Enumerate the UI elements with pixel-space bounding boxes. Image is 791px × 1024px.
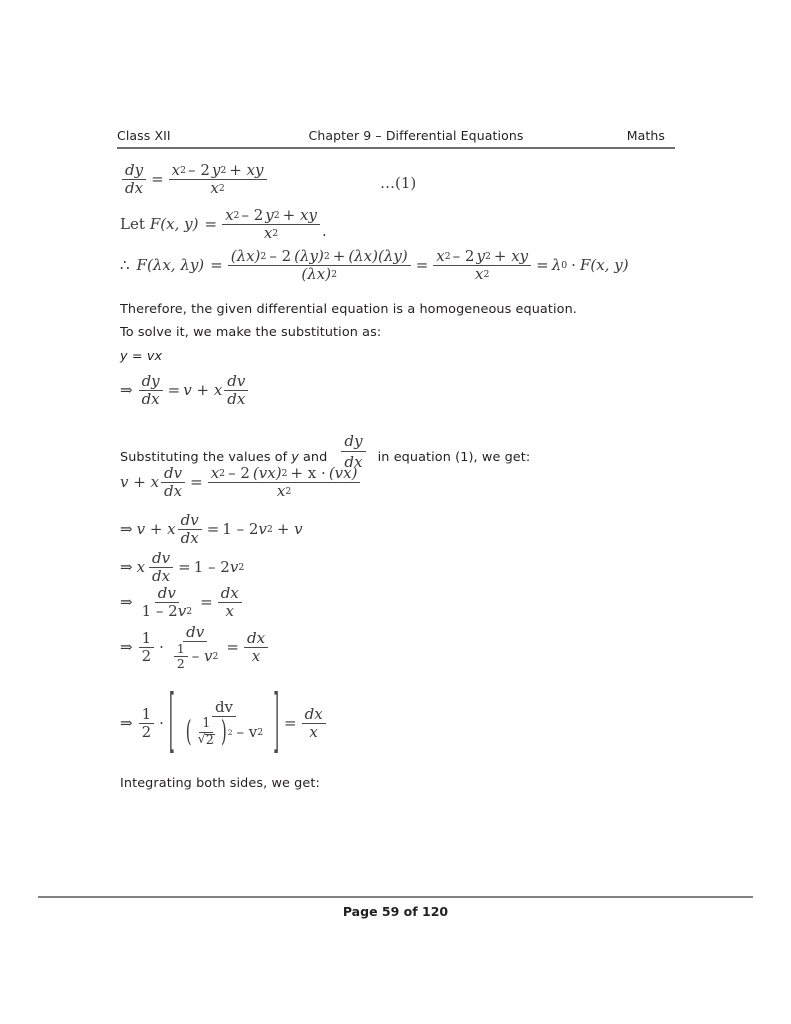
therefore-den2-x: x bbox=[475, 265, 484, 283]
paren-left-icon: ( bbox=[185, 714, 192, 749]
implies-arrow-3: ⇒ bbox=[120, 558, 133, 576]
step4-equals: = bbox=[200, 593, 213, 611]
substitution-statement: y = vx bbox=[120, 349, 163, 364]
step2-dx: dx bbox=[180, 529, 199, 547]
dvdx-numerator: dv bbox=[224, 374, 248, 391]
step4-rhs-dx: dx bbox=[218, 586, 242, 603]
footer-divider bbox=[38, 896, 753, 898]
let-keyword: Let bbox=[120, 215, 145, 233]
step3-dx: dx bbox=[152, 567, 171, 585]
therefore-num2-plus-xy: + xy bbox=[493, 247, 529, 265]
step3-lhs-x: x bbox=[136, 558, 146, 576]
implies-arrow-5: ⇒ bbox=[120, 638, 133, 657]
header-class-label: Class XII bbox=[117, 128, 171, 143]
step2-lhs-terms: v + x bbox=[136, 520, 176, 538]
step5-dot: · bbox=[159, 638, 164, 657]
step1-num-vx: (vx) bbox=[252, 464, 282, 482]
step5-inner-half-numerator: 1 bbox=[174, 643, 188, 657]
step2-equals: = bbox=[206, 520, 220, 538]
let-num-minus2: – 2 bbox=[241, 206, 264, 224]
let-equals: = bbox=[204, 215, 218, 233]
eq1-lhs-denominator: dx bbox=[125, 179, 144, 197]
step1-lhs-terms: v + x bbox=[120, 473, 160, 491]
step5-inner-half-denominator: 2 bbox=[176, 657, 185, 672]
bracket-left-icon: [ bbox=[168, 680, 175, 763]
step5-den-minus-v: – v bbox=[191, 647, 213, 666]
step6-equals: = bbox=[284, 714, 297, 733]
equation-step-3: ⇒ x $\frac{dv}{dx}$ = 1 – 2 v 2 bbox=[120, 549, 245, 585]
step4-den-v: v bbox=[177, 602, 187, 620]
step3-rhs-a: 1 – 2 bbox=[193, 558, 230, 576]
therefore-func2-args: (x, y) bbox=[590, 256, 629, 274]
header-divider bbox=[117, 147, 675, 149]
therefore-num2-x: x bbox=[436, 247, 445, 265]
step3-equals: = bbox=[178, 558, 191, 576]
homogeneity-check-equation: ∴ F (λx, λy) = (λx) 2 – 2 (λy) 2 + (λx)(λy) (λx) 2 = x 2 – 2 y 2 + xy x 2 = λ 0 · F (x, y) bbox=[120, 247, 629, 283]
therefore-lambda: λ bbox=[551, 256, 562, 274]
step6-radicand: 2 bbox=[205, 732, 214, 748]
paragraph-homogeneous-conclusion: Therefore, the given differential equation is a homogeneous equation. bbox=[120, 302, 577, 317]
step1-num-vx2: (vx) bbox=[328, 464, 358, 482]
paragraph-substitution-intro: To solve it, we make the substitution as: bbox=[120, 325, 382, 340]
dvdx-denominator: dx bbox=[227, 390, 246, 408]
step2-rhs-v: v bbox=[258, 520, 267, 538]
step2-rhs-b: + v bbox=[276, 520, 303, 538]
header-chapter-title: Chapter 9 – Differential Equations bbox=[308, 128, 524, 143]
step6-rhs-dx: dx bbox=[302, 707, 326, 724]
step1-lhs-dx: dx bbox=[164, 482, 183, 500]
step1-num-plus-x: + x · bbox=[290, 464, 326, 482]
therefore-equals-1: = bbox=[210, 256, 223, 274]
substituting-text-before: Substituting the values of bbox=[120, 450, 288, 465]
equation-dydx-expansion bbox=[120, 374, 250, 407]
implies-arrow-1: ⇒ bbox=[120, 381, 133, 399]
inline-dydx-numerator: dy bbox=[341, 432, 365, 452]
substituting-text-after: in equation (1), we get: bbox=[377, 450, 531, 465]
step1-lhs-dv: dv bbox=[161, 466, 185, 483]
therefore-equals-2: = bbox=[415, 256, 429, 274]
therefore-num-plus: + bbox=[332, 247, 346, 265]
eq1-rhs-y: y bbox=[211, 161, 221, 179]
inline-dydx-denominator: dx bbox=[344, 453, 363, 471]
equation-step-6: ⇒ $\frac{1}{2}$ · [ dv ( 1 √ 2 ) 2 – v 2 ] = $\frac{dx}{x}$ bbox=[120, 700, 328, 748]
eq1-den-x: x bbox=[210, 179, 219, 197]
step6-dv: dv bbox=[212, 700, 236, 717]
step5-half-numerator: 1 bbox=[139, 631, 155, 648]
step3-dv: dv bbox=[149, 551, 173, 568]
let-num-y: y bbox=[265, 206, 274, 224]
step6-inner-numerator: 1 bbox=[199, 718, 213, 733]
step2-dv: dv bbox=[178, 513, 202, 530]
dydx-equals: = bbox=[167, 381, 181, 399]
therefore-symbol: ∴ bbox=[120, 256, 130, 274]
eq1-rhs-minus2: – 2 bbox=[188, 161, 210, 179]
substituting-y-symbol: y bbox=[291, 450, 299, 465]
let-den-x: x bbox=[263, 224, 273, 242]
equation-1: $\frac{dy}{dx}$ = x 2 – 2 y 2 + xy x 2 bbox=[120, 163, 269, 196]
let-func-symbol: F bbox=[149, 215, 161, 233]
equation-1-label: …(1) bbox=[380, 174, 417, 192]
let-num-plus-xy: + xy bbox=[282, 206, 317, 224]
step1-den-x: x bbox=[276, 482, 286, 500]
dydx-rhs-terms: v + x bbox=[183, 381, 223, 399]
paragraph-integrating: Integrating both sides, we get: bbox=[120, 776, 320, 791]
therefore-num2-y: y bbox=[476, 247, 485, 265]
therefore-func2-symbol: F bbox=[579, 256, 591, 274]
let-num-x: x bbox=[225, 206, 234, 224]
step5-dv: dv bbox=[183, 625, 207, 642]
implies-arrow-4: ⇒ bbox=[120, 593, 133, 611]
therefore-num-product: (λx)(λy) bbox=[348, 247, 408, 265]
step4-den-a: 1 – 2 bbox=[141, 602, 178, 620]
step6-half-denominator: 2 bbox=[141, 723, 152, 742]
therefore-num-ly: (λy) bbox=[294, 247, 324, 265]
radical-icon: √ bbox=[197, 731, 206, 747]
step6-half-numerator: 1 bbox=[139, 707, 155, 724]
substituting-and-word: and bbox=[302, 450, 328, 465]
header-subject-label: Maths bbox=[626, 128, 665, 143]
eq1-rhs-x: x bbox=[171, 161, 181, 179]
dydx-numerator: dy bbox=[139, 374, 163, 391]
bracket-right-icon: ] bbox=[273, 680, 280, 763]
equation-step-4: ⇒ dv 1 – 2 v 2 = $\frac{dx}{x}$ bbox=[120, 586, 244, 619]
step4-dv: dv bbox=[155, 586, 179, 603]
therefore-func-args: (λx, λy) bbox=[146, 256, 205, 274]
equation-step-1: v + x $\frac{dv}{dx}$ = x 2 – 2 (vx) 2 + x · (vx) x 2 bbox=[120, 466, 362, 499]
therefore-func-symbol: F bbox=[136, 256, 147, 274]
step6-dot: · bbox=[159, 714, 164, 733]
therefore-den-lx: (λx) bbox=[301, 265, 332, 283]
eq1-rhs-plus-xy: + xy bbox=[229, 161, 264, 179]
step4-rhs-x: x bbox=[225, 602, 234, 620]
therefore-equals-3: = bbox=[536, 256, 549, 274]
step3-rhs-v: v bbox=[229, 558, 239, 576]
step5-rhs-x: x bbox=[251, 647, 261, 666]
step6-minus-v: – v bbox=[236, 723, 258, 742]
footer-page-number: Page 59 of 120 bbox=[342, 904, 449, 919]
implies-arrow-2: ⇒ bbox=[120, 520, 133, 538]
step1-equals: = bbox=[190, 473, 203, 491]
therefore-num-minus2: – 2 bbox=[269, 247, 292, 265]
step1-num-x: x bbox=[210, 464, 220, 482]
step5-half-denominator: 2 bbox=[141, 647, 152, 666]
let-function-definition: Let F (x, y) = x 2 – 2 y 2 + xy x 2 . bbox=[120, 206, 327, 242]
paren-right-icon: ) bbox=[220, 714, 227, 749]
let-func-args: (x, y) bbox=[160, 215, 199, 233]
eq1-lhs-numerator: dy bbox=[122, 163, 146, 180]
step6-rhs-x: x bbox=[309, 723, 318, 742]
step2-rhs-a: 1 – 2 bbox=[222, 520, 259, 538]
implies-arrow-6: ⇒ bbox=[120, 714, 133, 733]
let-period: . bbox=[321, 222, 327, 240]
eq1-equals: = bbox=[151, 170, 164, 188]
step5-rhs-dx: dx bbox=[244, 631, 268, 648]
step1-num-minus2: – 2 bbox=[228, 464, 250, 482]
equation-step-2: ⇒ v + x $\frac{dv}{dx}$ = 1 – 2 v 2 + v bbox=[120, 511, 303, 547]
step5-equals: = bbox=[226, 638, 239, 657]
dydx-denominator: dx bbox=[141, 390, 160, 408]
therefore-dot: · bbox=[571, 256, 576, 274]
therefore-num-lx: (λx) bbox=[230, 247, 261, 265]
equation-step-5: ⇒ $\frac{1}{2}$ · dv $\frac{1}{2}$ – v 2 = $\frac{dx}{x}$ bbox=[120, 625, 270, 671]
therefore-num2-minus2: – 2 bbox=[452, 247, 475, 265]
